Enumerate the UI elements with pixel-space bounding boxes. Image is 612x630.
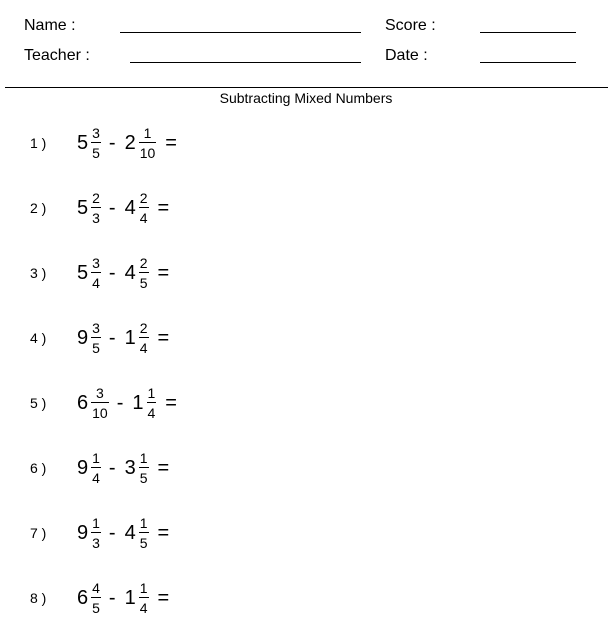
minuend-denominator: 10 [92,405,108,421]
subtrahend-numerator: 2 [139,320,148,336]
subtrahend-whole: 1 [124,327,136,349]
minuend-whole: 9 [77,457,89,479]
minuend-whole: 9 [77,522,89,544]
subtrahend-fraction [147,385,157,421]
minuend-whole: 5 [77,262,89,284]
mixed-number-expression [77,511,169,555]
minuend-numerator: 3 [92,255,100,271]
subtrahend-denominator: 4 [147,405,156,421]
subtrahend-numerator: 1 [139,580,148,596]
minuend-fraction [91,450,101,486]
minuend-denominator: 4 [92,275,100,291]
minuend-numerator: 2 [92,190,100,206]
fraction-bar [147,402,157,403]
subtrahend-fraction [139,580,149,616]
fraction-bar [139,597,149,598]
subtrahend-whole: 3 [124,457,136,479]
mixed-number-expression [77,121,177,165]
mixed-number-expression [77,446,169,490]
minuend-denominator: 3 [92,210,100,226]
worksheet-title: Subtracting Mixed Numbers [219,90,393,106]
problem-item [0,381,300,425]
minuend-numerator: 3 [92,320,100,336]
problem-item [0,316,300,360]
equals-sign: = [157,327,170,349]
minuend-numerator: 4 [92,580,100,596]
minuend-fraction [91,255,101,291]
subtrahend-fraction [139,515,149,551]
header-divider [5,87,608,88]
problem-item [0,186,300,230]
minus-operator: - [108,132,116,154]
fraction-bar [91,597,101,598]
problem-item [0,251,300,295]
minuend-numerator: 3 [92,125,100,141]
minuend-denominator: 5 [92,600,100,616]
fraction-bar [91,467,101,468]
fraction-bar [139,207,149,208]
subtrahend-fraction [139,450,149,486]
minus-operator: - [108,327,116,349]
minuend-fraction [91,190,101,226]
minuend-fraction [91,580,101,616]
subtrahend-denominator: 4 [139,340,148,356]
problem-number: 1 ) [30,135,47,151]
fraction-bar [91,142,101,143]
fraction-bar [91,337,101,338]
teacher-label: Teacher : [24,47,90,64]
problem-item [0,576,300,620]
mixed-number-expression [77,381,177,425]
fraction-bar [139,142,157,143]
minuend-whole: 6 [77,587,89,609]
problem-number: 2 ) [30,200,47,216]
minuend-fraction [91,515,101,551]
fraction-bar [91,207,101,208]
problem-number: 3 ) [30,265,47,281]
score-label: Score : [385,17,436,34]
problem-item [0,446,300,490]
fraction-bar [139,337,149,338]
minuend-whole: 5 [77,132,89,154]
equals-sign: = [157,457,170,479]
minuend-whole: 5 [77,197,89,219]
minuend-whole: 9 [77,327,89,349]
minus-operator: - [116,392,124,414]
subtrahend-whole: 1 [132,392,144,414]
date-label: Date : [385,47,428,64]
subtrahend-fraction [139,320,149,356]
subtrahend-fraction [139,190,149,226]
score-blank-line[interactable] [480,32,576,33]
minuend-whole: 6 [77,392,89,414]
subtrahend-denominator: 5 [139,470,148,486]
date-blank-line[interactable] [480,62,576,63]
fraction-bar [139,467,149,468]
minuend-fraction [91,385,109,421]
mixed-number-expression [77,316,169,360]
minuend-denominator: 3 [92,535,100,551]
subtrahend-numerator: 2 [139,255,148,271]
fraction-bar [91,532,101,533]
subtrahend-numerator: 1 [143,125,152,141]
minus-operator: - [108,522,116,544]
problem-number: 8 ) [30,590,47,606]
problem-number: 6 ) [30,460,47,476]
minuend-numerator: 1 [92,450,100,466]
subtrahend-denominator: 4 [139,210,148,226]
minus-operator: - [108,262,116,284]
minuend-numerator: 3 [96,385,104,401]
teacher-blank-line[interactable] [130,62,361,63]
subtrahend-fraction [139,125,157,161]
subtrahend-denominator: 5 [139,275,148,291]
subtrahend-denominator: 5 [139,535,148,551]
minus-operator: - [108,587,116,609]
problem-number: 4 ) [30,330,47,346]
subtrahend-whole: 4 [124,197,136,219]
subtrahend-numerator: 1 [139,450,148,466]
minuend-fraction [91,320,101,356]
minuend-denominator: 5 [92,145,100,161]
minus-operator: - [108,197,116,219]
fraction-bar [139,272,149,273]
mixed-number-expression [77,186,169,230]
mixed-number-expression [77,251,169,295]
subtrahend-fraction [139,255,149,291]
minuend-numerator: 1 [92,515,100,531]
problem-number: 7 ) [30,525,47,541]
equals-sign: = [165,392,177,414]
fraction-bar [91,272,101,273]
subtrahend-whole: 4 [124,262,136,284]
subtrahend-numerator: 1 [139,515,148,531]
minuend-fraction [91,125,101,161]
subtrahend-numerator: 1 [147,385,156,401]
equals-sign: = [157,262,170,284]
equals-sign: = [157,587,170,609]
mixed-number-expression [77,576,169,620]
equals-sign: = [157,522,170,544]
problem-number: 5 ) [30,395,47,411]
subtrahend-denominator: 10 [139,145,156,161]
minuend-denominator: 4 [92,470,100,486]
equals-sign: = [157,197,170,219]
fraction-bar [139,532,149,533]
minus-operator: - [108,457,116,479]
subtrahend-numerator: 2 [139,190,148,206]
subtrahend-whole: 4 [124,522,136,544]
subtrahend-whole: 1 [124,587,136,609]
subtrahend-whole: 2 [124,132,136,154]
subtrahend-denominator: 4 [139,600,148,616]
name-blank-line[interactable] [120,32,361,33]
equals-sign: = [165,132,177,154]
fraction-bar [91,402,109,403]
name-label: Name : [24,17,76,34]
problem-item [0,121,300,165]
problem-item [0,511,300,555]
minuend-denominator: 5 [92,340,100,356]
